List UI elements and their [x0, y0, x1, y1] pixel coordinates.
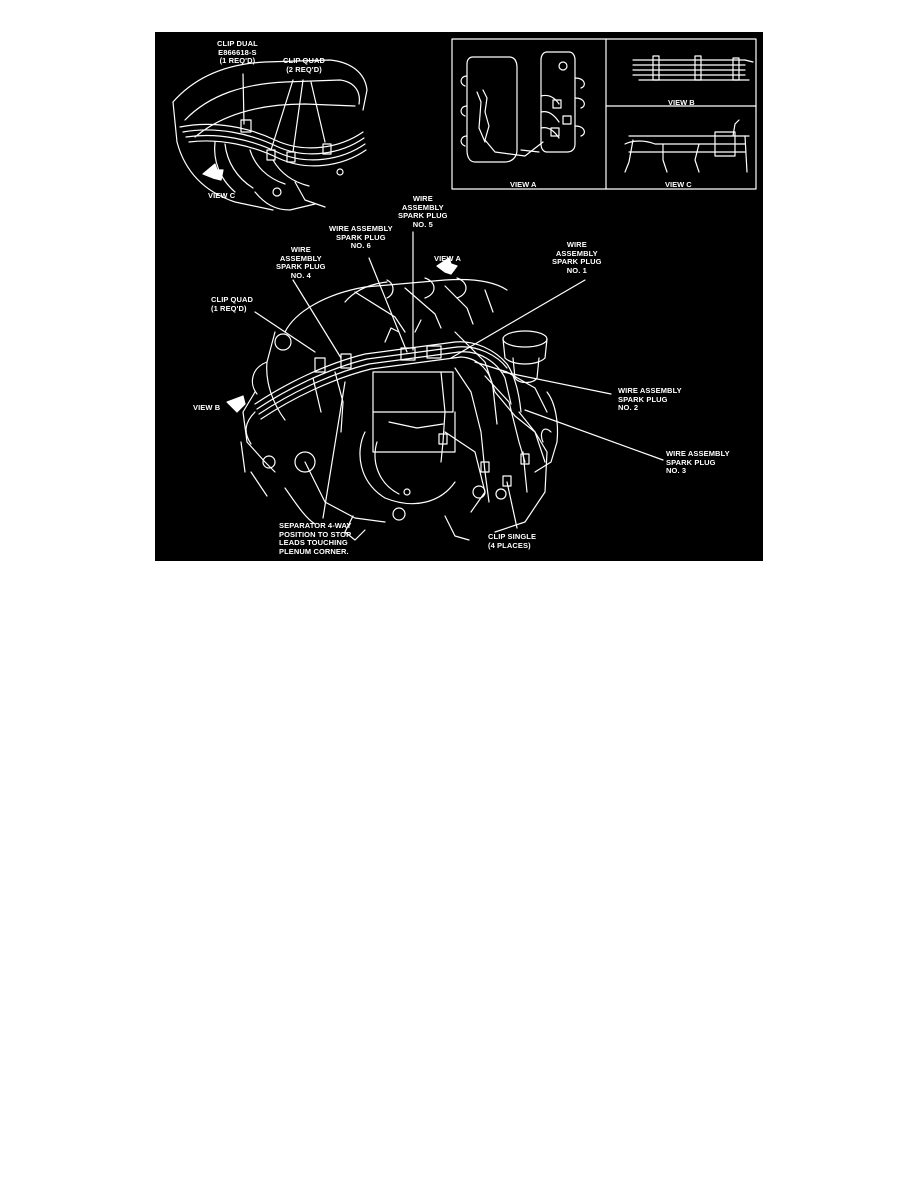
engine-main-drawing — [241, 278, 558, 540]
view-a-inset-title: VIEW A — [510, 180, 537, 189]
clip-quad-left-label: CLIP QUAD (1 REQ'D) — [211, 295, 254, 313]
clip-single-label: CLIP SINGLE (4 PLACES) — [488, 532, 537, 550]
view-b-inset-title: VIEW B — [668, 98, 695, 107]
wire-assembly-no2-label: WIRE ASSEMBLY SPARK PLUG NO. 2 — [618, 386, 682, 412]
inset-views-panel — [452, 39, 756, 189]
wire-assembly-no3-label: WIRE ASSEMBLY SPARK PLUG NO. 3 — [666, 449, 730, 475]
wire-assembly-no1-label: WIRE ASSEMBLY SPARK PLUG NO. 1 — [552, 240, 602, 275]
wire-assembly-no5-label: WIRE ASSEMBLY SPARK PLUG NO. 5 — [398, 194, 448, 229]
view-c-inset-title: VIEW C — [665, 180, 692, 189]
separator-label: SEPARATOR 4-WAY POSITION TO STOP LEADS TOUCHING PLENUM CORNER. — [279, 521, 352, 556]
wire-assembly-no4-label: WIRE ASSEMBLY SPARK PLUG NO. 4 — [276, 245, 326, 280]
view-c-detail-drawing — [173, 60, 367, 210]
view-a-arrow-label: VIEW A — [434, 254, 461, 263]
clip-quad-label: CLIP QUAD (2 REQ'D) — [283, 56, 326, 74]
clip-dual-label: CLIP DUAL E866618-S (1 REQ'D) — [217, 39, 258, 65]
view-b-arrow-label: VIEW B — [193, 403, 221, 412]
wire-assembly-no6-label: WIRE ASSEMBLY SPARK PLUG NO. 6 — [329, 224, 393, 250]
engine-wiring-diagram — [155, 32, 763, 561]
view-c-arrow-label: VIEW C — [208, 191, 236, 200]
